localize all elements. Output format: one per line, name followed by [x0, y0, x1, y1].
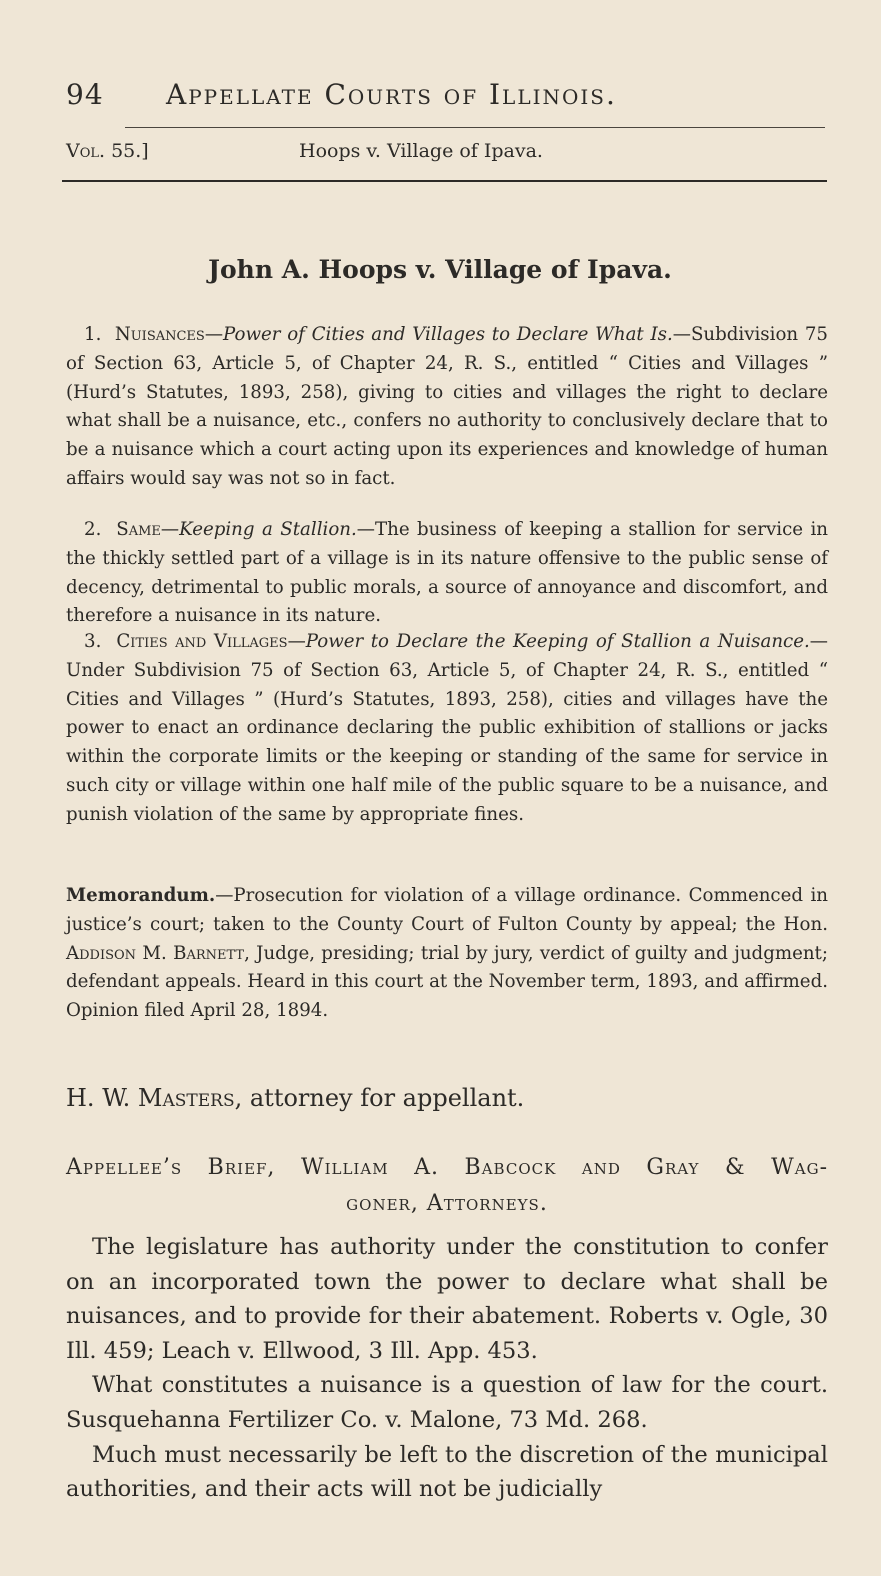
case-short-title: Hoops v. Village of Ipava.	[299, 140, 543, 162]
judge-name: Addison M. Barnett	[66, 942, 245, 964]
header-rule	[125, 127, 825, 128]
headnote-1: 1. Nuisances—Power of Cities and Villages to Declare What Is.—Subdivision 75 of Section 63, Article 5, of Chapter 24, R. S., entitled “ Cities and Villages ” (Hurd’s Statutes, 1893, 258), giving to cities and villages the right to declare what shall be a nuisance, etc., confers no authority to conclusively declare that to be a nuisance which a court acting upon its experiences and knowledge of human affairs would say was not so in fact.	[66, 324, 828, 489]
brief-paragraph: The legislature has authority under the constitution to confer on an incorporated town the power to declare what shall be nuisances, and to provide for their abatement. Roberts v. Ogle, 30 Ill. 459; Leach v. Ellwood, 3 Ill. App. 453.	[66, 1234, 828, 1364]
running-head	[66, 78, 826, 111]
volume-label: Vol. 55.]	[66, 140, 149, 162]
brief-paragraph: What constitutes a nuisance is a question of law for the court. Susquehanna Fertilizer Co. v. Malone, 73 Md. 268.	[66, 1372, 828, 1433]
appellee-brief-body	[66, 1230, 828, 1507]
case-title: John A. Hoops v. Village of Ipava.	[208, 255, 672, 284]
memorandum-label: Memorandum.	[66, 885, 216, 906]
appellee-brief-heading: Appellee’s Brief, William A. Babcock and Gray & Wag- goner, Attorneys.	[66, 1155, 828, 1216]
header-thick-rule	[62, 180, 827, 182]
brief-paragraph: Much must necessarily be left to the discretion of the municipal authorities, and their acts will not be judicially	[66, 1441, 828, 1503]
page-number: 94	[66, 78, 104, 111]
headnote-3: 3. Cities and Villages—Power to Declare the Keeping of Stallion a Nuisance.—Under Subdivision 75 of Section 63, Article 5, of Chapter 24, R. S., entitled “ Cities and Villages ” (Hurd’s Statutes, 1893, 258), cities and villages have the power to enact an ordinance declaring the public exhibition of stallions or jacks within the corporate limits or the keeping or standing of the same for service in such city or village within one half mile of the public square to be a nuisance, and punish violation of the same by appropriate fines.	[66, 631, 828, 825]
running-title: Appellate Courts of Illinois.	[166, 78, 617, 111]
memorandum: Memorandum.—Prosecution for violation of a village ordinance. Commenced in justice’s court; taken to the County Court of Fulton County by appeal; the Hon. Addison M. Barnett, Judge, presiding; trial by jury, verdict of guilty and judgment; defendant appeals. Heard in this court at the November term, 1893, and affirmed. Opinion filed April 28, 1894.	[66, 885, 828, 1022]
case-line	[66, 140, 826, 162]
headnote-2: 2. Same—Keeping a Stallion.—The business of keeping a stallion for service in the thickly settled part of a village is in its nature offensive to the public sense of decency, detrimental to public morals, a source of annoyance and discomfort, and therefore a nuisance in its nature.	[66, 519, 828, 627]
attorney-for-appellant: H. W. Masters, attorney for appellant.	[66, 1084, 525, 1112]
